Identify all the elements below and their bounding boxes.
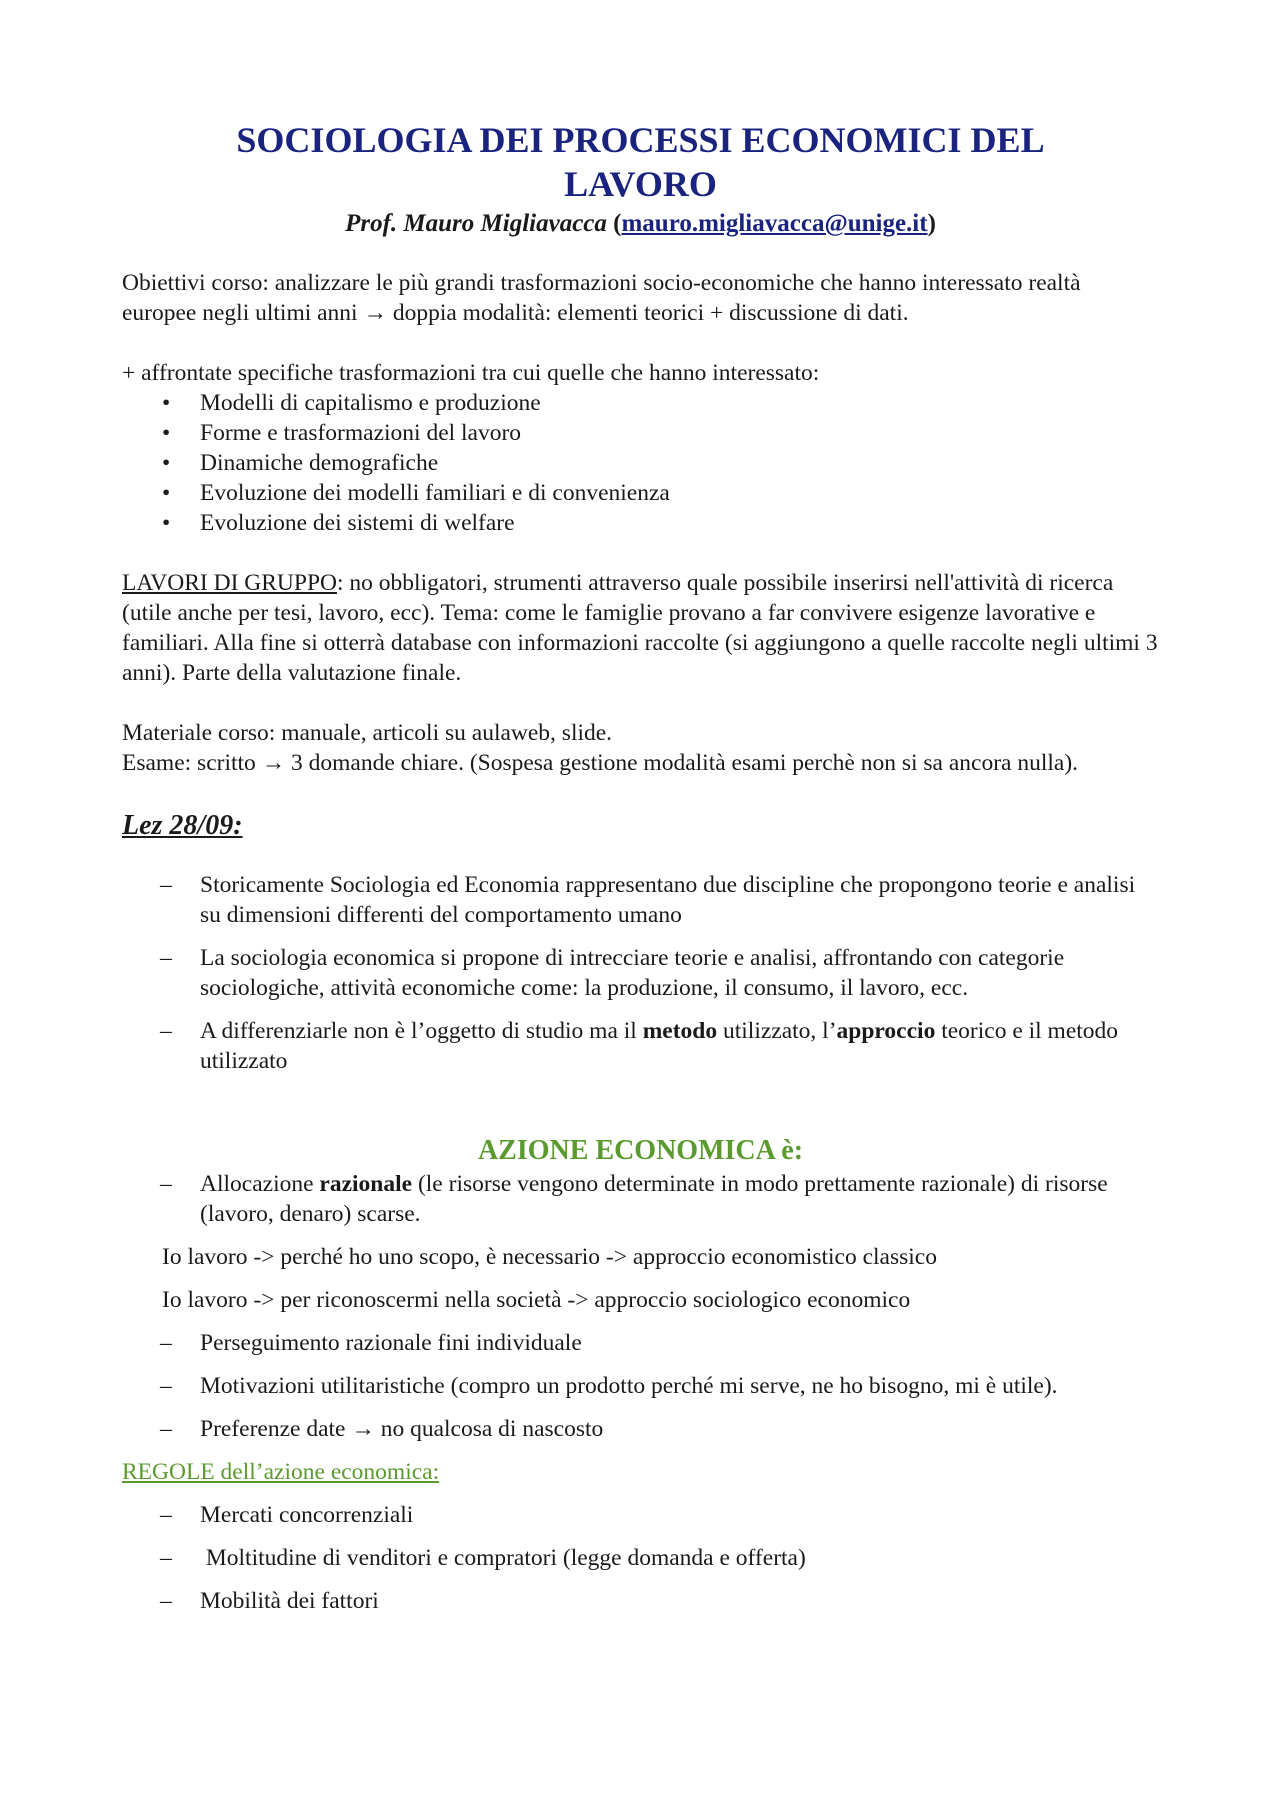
list-item: • Evoluzione dei sistemi di welfare <box>162 510 515 536</box>
bullet-icon: • <box>162 510 171 536</box>
dash-icon: – <box>160 872 172 898</box>
dash-icon: – <box>160 1416 172 1442</box>
classic-approach-line: Io lavoro -> perché ho uno scopo, è necessario -> approccio economistico classico <box>162 1244 937 1270</box>
list-item: – Storicamente Sociologia ed Economia rappresentano due discipline che propongono teorie e analisi su dimensioni differenti del comportamento umano <box>160 872 1136 928</box>
dash-icon: – <box>160 1330 172 1356</box>
list-item: – Mobilità dei fattori <box>160 1588 379 1614</box>
transformations-list <box>122 388 1159 538</box>
dash-icon: – <box>160 1171 172 1197</box>
list-item: – A differenziarle non è l’oggetto di studio ma il metodo utilizzato, l’approccio teorico e il metodo utilizzato <box>160 1018 1119 1074</box>
list-item: • Dinamiche demografiche <box>162 450 439 476</box>
transformations-lead: + affrontate specifiche trasformazioni tra cui quelle che hanno interessato: <box>122 360 820 386</box>
economic-action-heading: AZIONE ECONOMICA è: <box>477 1135 804 1166</box>
group-work-paragraph <box>122 568 1159 688</box>
lesson-heading: Lez 28/09: <box>122 810 243 841</box>
group-work-label: LAVORI DI GRUPPO <box>122 570 338 596</box>
dash-icon: – <box>160 1588 172 1614</box>
list-item: • Modelli di capitalismo e produzione <box>162 390 541 416</box>
email-link[interactable]: mauro.migliavacca@unige.it <box>621 210 928 237</box>
bullet-icon: • <box>162 450 171 476</box>
dash-icon: – <box>160 1502 172 1528</box>
title-line-1: SOCIOLOGIA DEI PROCESSI ECONOMICI DEL <box>236 120 1045 160</box>
course-materials: Materiale corso: manuale, articoli su aulaweb, slide. <box>122 720 613 746</box>
list-item: • Evoluzione dei modelli familiari e di convenienza <box>162 480 670 506</box>
group-work-text: : no obbligatori, strumenti attraverso quale possibile inserirsi nell'attività di ricerca (utile anche per tesi, lavoro, ecc). Tema: come le famiglie provano a far convivere esigenze lavorative e familiari. Alla fine si otterrà database con informazioni raccolte (si aggiungono a quelle raccolte negli ultimi 3 anni). Parte della valutazione finale. <box>122 570 1158 686</box>
professor-line <box>122 208 1159 240</box>
list-item: – La sociologia economica si propone di intrecciare teorie e analisi, affrontando con categorie sociologiche, attività economiche come: la produzione, il consumo, il lavoro, ecc. <box>160 945 1065 1001</box>
list-item: – Perseguimento razionale fini individuale <box>160 1330 582 1356</box>
rules-list <box>122 1500 1159 1616</box>
list-item: – Moltitudine di venditori e compratori (legge domanda e offerta) <box>160 1545 806 1571</box>
dash-icon: – <box>160 1373 172 1399</box>
paren-close: ) <box>927 210 936 237</box>
list-item: – Mercati concorrenziali <box>160 1502 414 1528</box>
list-item: • Forme e trasformazioni del lavoro <box>162 420 522 446</box>
dash-icon: – <box>160 945 172 971</box>
professor-name: Prof. Mauro Migliavacca <box>345 210 607 237</box>
dash-icon: – <box>160 1545 172 1571</box>
rules-heading: REGOLE dell’azione economica: <box>122 1459 440 1485</box>
list-item: – Allocazione razionale (le risorse vengono determinate in modo prettamente razionale) di risorse (lavoro, denaro) scarse. <box>160 1171 1108 1227</box>
document-title <box>122 118 1159 206</box>
bullet-icon: • <box>162 390 171 416</box>
exam-info: Esame: scritto → 3 domande chiare. (Sospesa gestione modalità esami perchè non si sa ancora nulla). <box>122 750 1079 776</box>
paren-open: ( <box>606 210 622 237</box>
dash-icon: – <box>160 1018 172 1044</box>
bullet-icon: • <box>162 480 171 506</box>
bullet-icon: • <box>162 420 171 446</box>
course-objectives: Obiettivi corso: analizzare le più grandi trasformazioni socio-economiche che hanno interessato realtà europee negli ultimi anni → doppia modalità: elementi teorici + discussione di dati. <box>122 270 1081 326</box>
lesson-list <box>122 870 1159 1076</box>
sociological-approach-line: Io lavoro -> per riconoscermi nella società -> approccio sociologico economico <box>162 1287 911 1313</box>
allocation-list <box>122 1169 1159 1229</box>
list-item: – Motivazioni utilitaristiche (compro un prodotto perché mi serve, ne ho bisogno, mi è utile). <box>160 1373 1058 1399</box>
title-line-2: LAVORO <box>564 164 717 204</box>
list-item: – Preferenze date → no qualcosa di nascosto <box>160 1416 604 1442</box>
economic-action-list <box>122 1328 1159 1444</box>
